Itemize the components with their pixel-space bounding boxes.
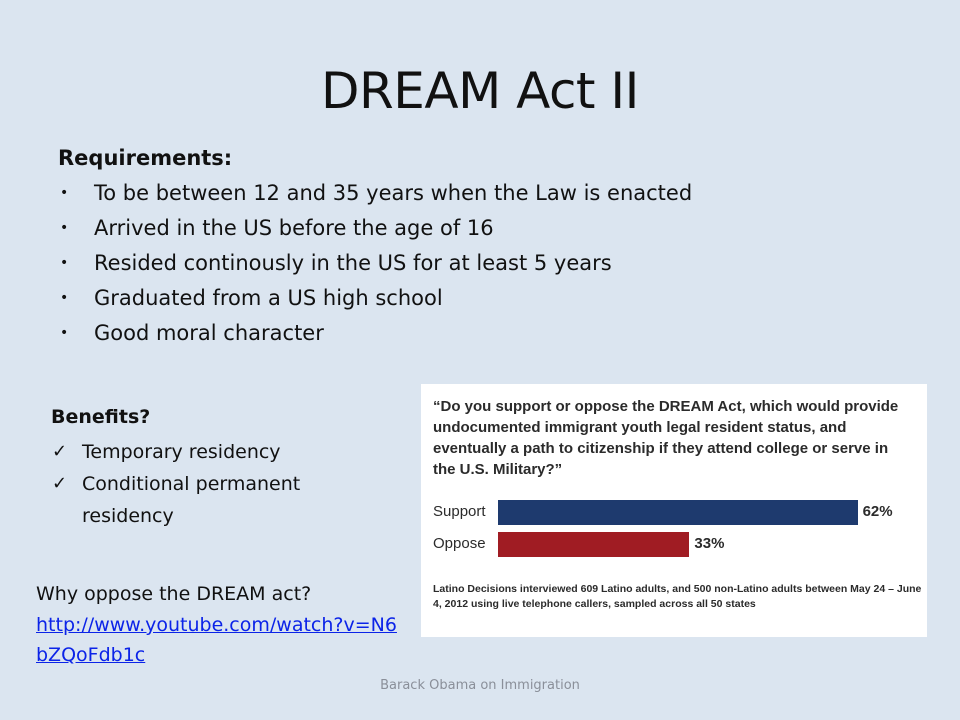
list-item xyxy=(58,176,692,211)
bar-value-oppose: 33% xyxy=(694,535,725,552)
benefits-heading: Benefits? xyxy=(51,406,151,428)
bar-value-support: 62% xyxy=(862,503,893,520)
bullet-icon: • xyxy=(60,185,69,201)
requirement-text: Graduated from a US high school xyxy=(94,286,443,310)
requirement-text: To be between 12 and 35 years when the Law is enacted xyxy=(94,181,693,205)
checkmark-icon: ✓ xyxy=(52,473,68,494)
benefit-text: Conditional permanent residency xyxy=(82,473,301,527)
chart-title: “Do you support or oppose the DREAM Act, which would provide undocumented immigrant youth legal resident status, and eventually a path to citizenship if they attend college or serve in the U.S. Military?” xyxy=(433,398,899,478)
bullet-icon: • xyxy=(60,325,69,341)
list-item xyxy=(58,316,692,351)
benefits-list xyxy=(50,436,360,532)
requirement-text: Arrived in the US before the age of 16 xyxy=(94,216,494,240)
list-item xyxy=(58,281,692,316)
list-item xyxy=(50,436,360,468)
youtube-link[interactable]: http://www.youtube.com/watch?v=N6bZQoFdb1c xyxy=(36,614,397,666)
list-item xyxy=(50,468,360,532)
bullet-icon: • xyxy=(60,290,69,306)
list-item xyxy=(58,211,692,246)
why-oppose-text: Why oppose the DREAM act? xyxy=(36,583,312,605)
bar-label-support: Support xyxy=(433,503,486,520)
requirements-list xyxy=(58,176,692,351)
requirements-heading: Requirements: xyxy=(58,146,233,170)
list-item xyxy=(58,246,692,281)
requirement-text: Good moral character xyxy=(94,321,324,345)
bullet-icon: • xyxy=(60,220,69,236)
chart-note: Latino Decisions interviewed 609 Latino adults, and 500 non-Latino adults between May 24 – June 4, 2012 using live telephone callers, sampled across all 50 states xyxy=(433,583,922,610)
bullet-icon: • xyxy=(60,255,69,271)
bar-oppose xyxy=(498,532,689,557)
bar-label-oppose: Oppose xyxy=(433,535,486,552)
slide-footer: Barack Obama on Immigration xyxy=(380,678,580,693)
requirement-text: Resided continously in the US for at least 5 years xyxy=(94,251,612,275)
checkmark-icon: ✓ xyxy=(52,441,68,462)
benefit-text: Temporary residency xyxy=(82,441,281,463)
bar-support xyxy=(498,500,858,525)
poll-chart xyxy=(421,384,927,637)
slide-title: DREAM Act II xyxy=(321,62,639,120)
